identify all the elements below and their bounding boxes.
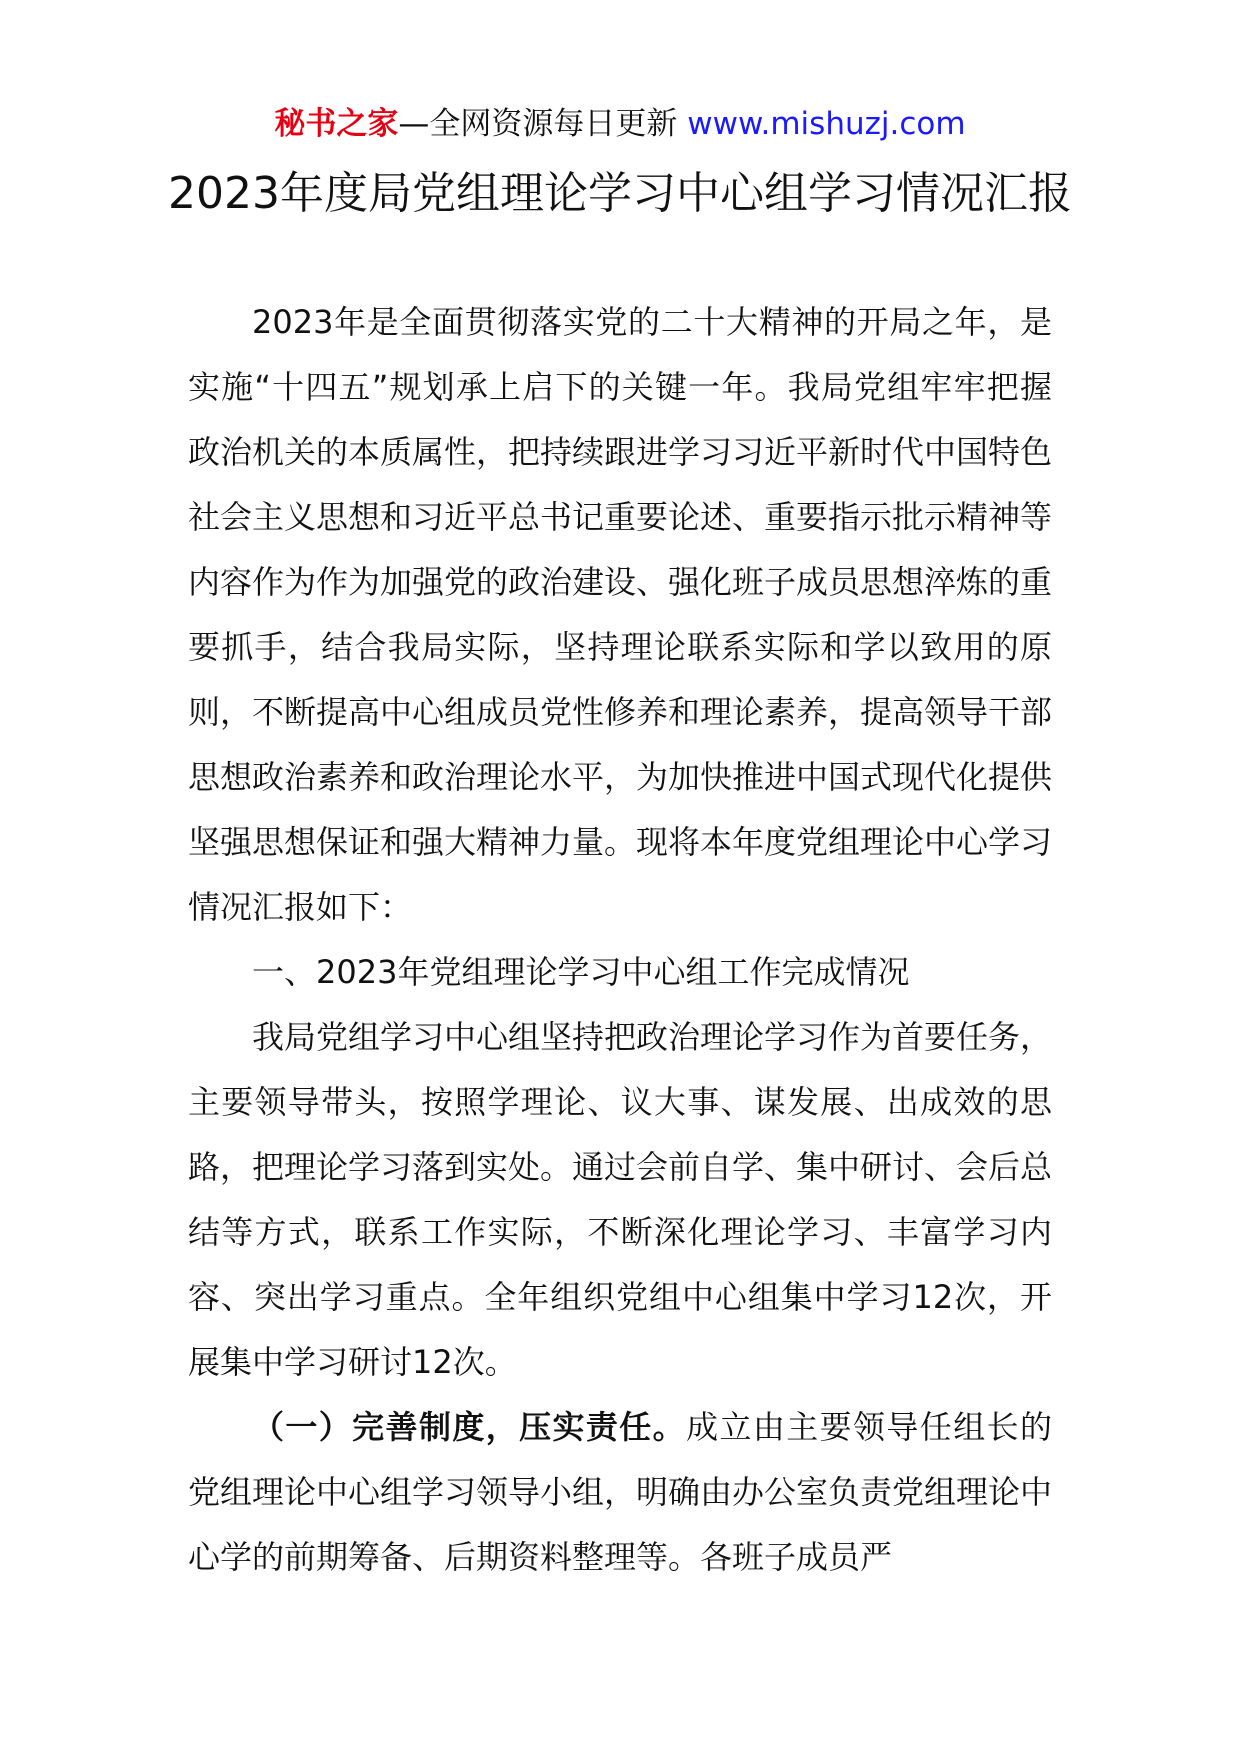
intro-paragraph: 2023年是全面贯彻落实党的二十大精神的开局之年，是实施“十四五”规划承上启下的关键一年。我局党组牢牢把握政治机关的本质属性，把持续跟进学习习近平新时代中国特色社会主义思想和习近平总书记重要论述、重要指示批示精神等内容作为作为加强党的政治建设、强化班子成员思想淬炼的重要抓手，结合我局实际，坚持理论联系实际和学以致用的原则，不断提高中心组成员党性修养和理论素养，提高领导干部思想政治素养和政治理论水平，为加快推进中国式现代化提供坚强思想保证和强大精神力量。现将本年度党组理论中心学习情况汇报如下： bbox=[188, 303, 1053, 926]
document-body bbox=[188, 290, 1052, 1590]
subsection-paragraph-1 bbox=[188, 1395, 1052, 1590]
site-header bbox=[0, 104, 1240, 144]
subsection-text: 成立由主要领导任组长的党组理论中心组学习领导小组，明确由办公室负责党组理论中心学的前期筹备、后期资料整理等。各班子成员严 bbox=[188, 1408, 1053, 1576]
site-url[interactable]: www.mishuzj.com bbox=[687, 106, 966, 142]
subsection-lead: （一）完善制度，压实责任。 bbox=[252, 1408, 687, 1446]
document-title: 2023年度局党组理论学习中心组学习情况汇报 bbox=[168, 168, 1072, 219]
section-heading-1: 一、2023年党组理论学习中心组工作完成情况 bbox=[252, 953, 910, 991]
section-paragraph-1: 我局党组学习中心组坚持把政治理论学习作为首要任务，主要领导带头，按照学理论、议大事、谋发展、出成效的思路，把理论学习落到实处。通过会前自学、集中研讨、会后总结等方式，联系工作实际，不断深化理论学习、丰富学习内容、突出学习重点。全年组织党组中心组集中学习12次，开展集中学习研讨12次。 bbox=[188, 1018, 1053, 1381]
brand-name: 秘书之家 bbox=[274, 106, 399, 142]
header-tagline: —全网资源每日更新 bbox=[398, 106, 688, 142]
